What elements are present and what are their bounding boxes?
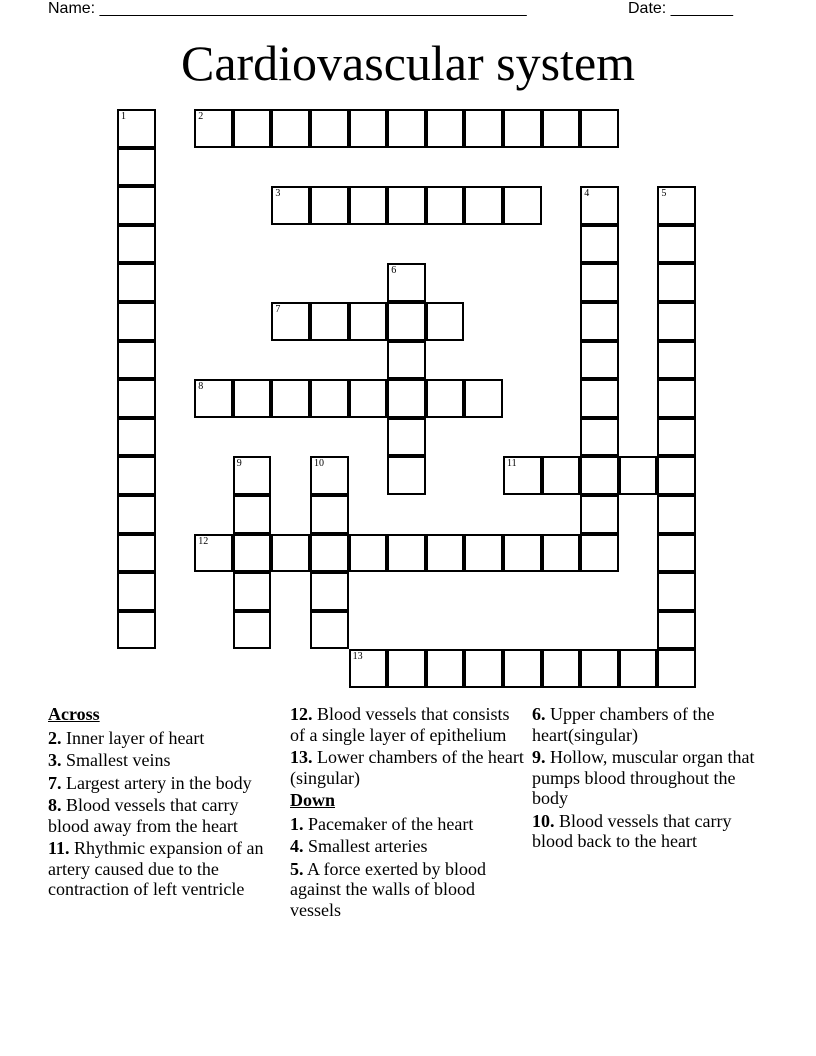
grid-cell[interactable] [387,418,426,457]
clue-across-8: 8. Blood vessels that carry blood away from the heart [48,795,239,836]
grid-cell[interactable] [503,109,542,148]
grid-cell[interactable] [349,379,388,418]
grid-cell[interactable] [542,649,581,688]
clue-across-13: 13. Lower chambers of the heart (singular) [290,747,524,788]
grid-cell[interactable] [117,148,156,187]
grid-cell[interactable] [657,456,696,495]
clue-across-3: 3. Smallest veins [48,750,171,770]
grid-cell[interactable] [310,109,349,148]
grid-cell[interactable] [657,341,696,380]
across-heading: Across [48,704,100,724]
grid-cell[interactable] [387,186,426,225]
grid-cell[interactable] [464,534,503,573]
grid-cell[interactable] [194,534,233,573]
grid-cell[interactable] [310,572,349,611]
grid-cell[interactable] [117,109,156,148]
grid-cell[interactable] [580,225,619,264]
clue-down-4: 4. Smallest arteries [290,836,428,856]
grid-cell[interactable] [310,456,349,495]
grid-cell[interactable] [271,109,310,148]
grid-cell[interactable] [503,534,542,573]
grid-cell[interactable] [194,379,233,418]
clues-column-1 [48,704,283,902]
grid-cell[interactable] [542,456,581,495]
clue-across-2: 2. Inner layer of heart [48,727,205,748]
grid-cell[interactable] [426,649,465,688]
clue-number: 9 [236,458,242,470]
grid-cell[interactable] [117,379,156,418]
clue-number: 5 [661,188,667,200]
grid-cell[interactable] [387,302,426,341]
grid-cell[interactable] [657,418,696,457]
grid-cell[interactable] [117,572,156,611]
clue-number: 8 [198,381,204,393]
grid-cell[interactable] [349,649,388,688]
grid-cell[interactable] [464,186,503,225]
grid-cell[interactable] [657,225,696,264]
grid-cell[interactable] [619,649,658,688]
grid-cell[interactable] [542,109,581,148]
clue-number: 4 [584,188,590,200]
grid-cell[interactable] [657,534,696,573]
clue-number: 12 [198,535,209,547]
clues-column-3 [532,704,767,854]
grid-cell[interactable] [117,534,156,573]
grid-cell[interactable] [464,649,503,688]
grid-cell[interactable] [426,534,465,573]
down-heading: Down [290,790,336,810]
clue-across-12: 12. Blood vessels that consists of a single layer of epithelium [290,704,510,745]
grid-cell[interactable] [580,649,619,688]
grid-cell[interactable] [349,534,388,573]
grid-cell[interactable] [194,109,233,148]
grid-cell[interactable] [580,263,619,302]
grid-cell[interactable] [503,456,542,495]
grid-cell[interactable] [310,495,349,534]
grid-cell[interactable] [349,186,388,225]
grid-cell[interactable] [233,456,272,495]
grid-cell[interactable] [657,379,696,418]
grid-cell[interactable] [117,341,156,380]
grid-cell[interactable] [426,379,465,418]
grid-cell[interactable] [233,109,272,148]
grid-cell[interactable] [233,611,272,650]
grid-cell[interactable] [387,649,426,688]
grid-cell[interactable] [310,534,349,573]
grid-cell[interactable] [233,495,272,534]
grid-cell[interactable] [387,109,426,148]
grid-cell[interactable] [310,611,349,650]
grid-cell[interactable] [580,495,619,534]
grid-cell[interactable] [271,302,310,341]
grid-cell[interactable] [657,611,696,650]
grid-cell[interactable] [233,572,272,611]
clue-across-7: 7. Largest artery in the body [48,772,252,793]
grid-cell[interactable] [542,534,581,573]
clue-down-10: 10. Blood vessels that carry blood back to the heart [532,810,732,851]
date-field[interactable]: Date: _______ [628,0,733,17]
grid-cell[interactable] [271,534,310,573]
clue-number: 3 [275,188,281,200]
clue-number: 10 [314,458,324,470]
grid-cell[interactable] [426,109,465,148]
grid-cell[interactable] [117,611,156,650]
grid-cell[interactable] [117,263,156,302]
clue-number: 7 [275,304,281,315]
clue-down-6: 6. Upper chambers of the heart(singular) [532,704,715,745]
clue-number: 1 [121,111,126,122]
grid-cell[interactable] [580,418,619,457]
grid-cell[interactable] [117,418,156,457]
name-field[interactable]: Name: ________________________________________________ [48,0,527,17]
clue-number: 13 [352,651,363,663]
grid-cell[interactable] [387,263,426,302]
grid-cell[interactable] [580,186,619,225]
page-title: Cardiovascular system [180,35,636,91]
clues-column-2 [290,704,525,922]
grid-cell[interactable] [657,649,696,688]
grid-cell[interactable] [657,186,696,225]
grid-cell[interactable] [464,379,503,418]
grid-cell[interactable] [233,379,272,418]
clue-number: 2 [198,111,204,122]
grid-cell[interactable] [580,109,619,148]
grid-cell[interactable] [271,186,310,225]
grid-cell[interactable] [619,456,658,495]
grid-cell[interactable] [657,302,696,341]
grid-cell[interactable] [657,495,696,534]
grid-cell[interactable] [310,379,349,418]
grid-cell[interactable] [387,456,426,495]
grid-cell[interactable] [580,341,619,380]
grid-cell[interactable] [310,186,349,225]
grid-cell[interactable] [117,302,156,341]
clue-down-9: 9. Hollow, muscular organ that pumps blood throughout the body [532,747,755,808]
grid-cell[interactable] [271,379,310,418]
grid-cell[interactable] [426,302,465,341]
grid-cell[interactable] [349,302,388,341]
grid-cell[interactable] [117,495,156,534]
grid-cell[interactable] [580,379,619,418]
clue-number: 11 [507,458,517,470]
clue-down-5: 5. A force exerted by blood against the walls of blood vessels [290,858,486,920]
grid-cell[interactable] [503,649,542,688]
clue-down-1: 1. Pacemaker of the heart [290,813,474,834]
grid-cell[interactable] [426,186,465,225]
grid-cell[interactable] [503,186,542,225]
grid-cell[interactable] [580,456,619,495]
grid-cell[interactable] [464,109,503,148]
grid-cell[interactable] [387,534,426,573]
clue-across-11: 11. Rhythmic expansion of an artery caused due to the contraction of left ventricle [48,838,264,899]
grid-cell[interactable] [117,456,156,495]
grid-cell[interactable] [580,534,619,573]
grid-cell[interactable] [657,572,696,611]
grid-cell[interactable] [387,379,426,418]
grid-cell[interactable] [233,534,272,573]
grid-cell[interactable] [310,302,349,341]
clue-number: 6 [391,265,397,277]
grid-cell[interactable] [349,109,388,148]
grid-cell[interactable] [580,302,619,341]
grid-cell[interactable] [657,263,696,302]
grid-cell[interactable] [387,341,426,380]
grid-cell[interactable] [117,225,156,264]
grid-cell[interactable] [117,186,156,225]
